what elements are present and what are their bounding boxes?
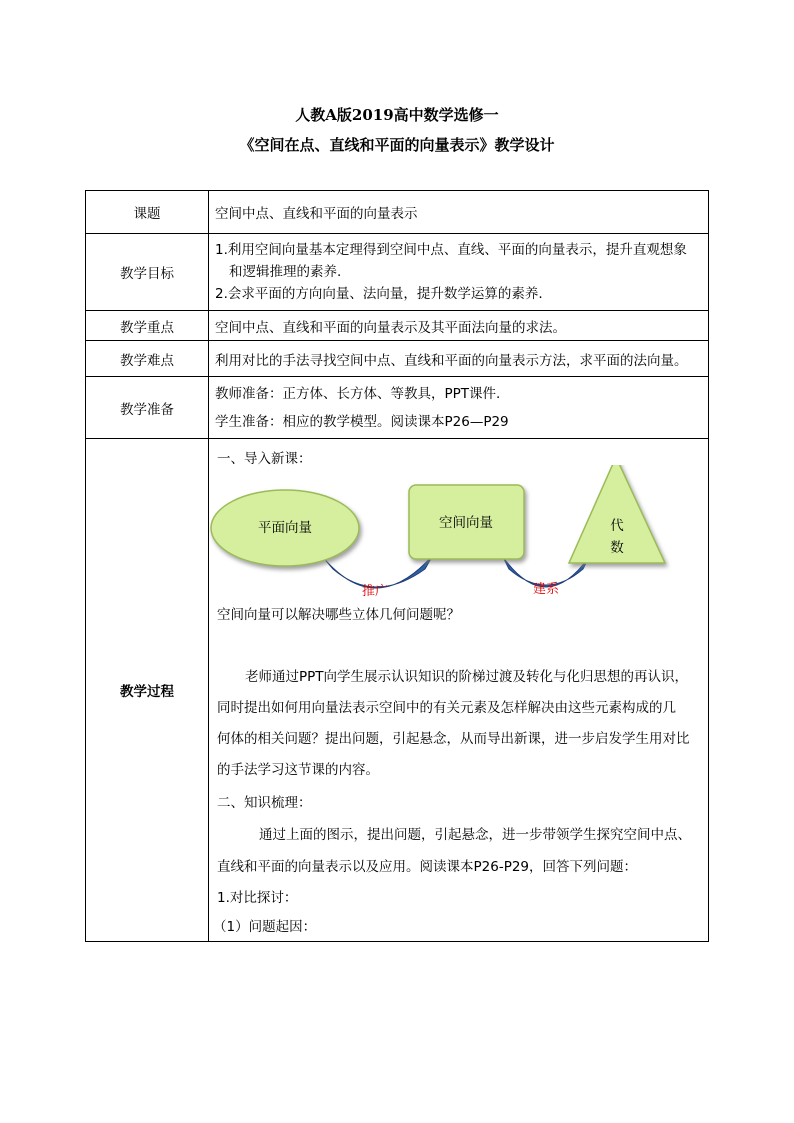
ellipse-label: 平面向量 (258, 520, 312, 536)
objective-2: 2.会求平面的方向向量、法向量，提升数学运算的素养. (215, 286, 543, 302)
value-process (209, 439, 709, 942)
item1-1: （1）问题起因： (213, 919, 317, 935)
value-preparation (209, 377, 709, 439)
triangle-label-1: 代 (610, 518, 624, 534)
row-topic (86, 191, 709, 234)
objective-1: 1.利用空间向量基本定理得到空间中点、直线、平面的向量表示，提升直观想象 (215, 242, 687, 258)
para1-line4: 的手法学习这节课的内容。 (217, 762, 379, 778)
value-key-points: 空间中点、直线和平面的向量表示及其平面法向量的求法。 (209, 311, 709, 341)
objective-1-cont: 和逻辑推理的素养. (229, 264, 342, 280)
row-preparation (86, 377, 709, 439)
para2-line1: 通过上面的图示，提出问题，引起悬念，进一步带领学生探究空间中点、 (259, 827, 691, 843)
label-preparation: 教学准备 (86, 377, 209, 439)
lesson-plan-table (85, 190, 709, 942)
question-text: 空间向量可以解决哪些立体几何问题呢？ (217, 607, 460, 623)
value-topic: 空间中点、直线和平面的向量表示 (209, 191, 709, 234)
para1-line1: 老师通过PPT向学生展示认识知识的阶梯过渡及转化与化归思想的再认识， (245, 669, 689, 685)
arrow2-label: 建系 (532, 582, 560, 597)
row-difficulties (86, 341, 709, 377)
para1-line3: 何体的相关问题？提出问题，引起悬念，从而导出新课，进一步启发学生用对比 (217, 731, 690, 747)
document-title-line1: 人教A版2019高中数学选修一 (295, 106, 499, 124)
label-process: 教学过程 (86, 439, 209, 942)
intro-heading: 一、导入新课： (217, 451, 312, 467)
value-objectives (209, 234, 709, 311)
triangle-label-2: 数 (610, 540, 624, 556)
arrow1-label: 推广 (361, 584, 389, 599)
concept-diagram (209, 465, 711, 605)
row-objectives (86, 234, 709, 311)
student-prep: 学生准备：相应的教学模型。阅读课本P26—P29 (215, 413, 509, 430)
section2-heading: 二、知识梳理： (217, 795, 312, 811)
row-process (86, 439, 709, 942)
item1: 1.对比探讨： (217, 890, 298, 906)
label-key-points: 教学重点 (86, 311, 209, 341)
row-key-points (86, 311, 709, 341)
label-difficulties: 教学难点 (86, 341, 209, 377)
rect-label: 空间向量 (439, 515, 493, 531)
document-title-line2: 《空间在点、直线和平面的向量表示》教学设计 (239, 136, 555, 154)
value-difficulties: 利用对比的手法寻找空间中点、直线和平面的向量表示方法，求平面的法向量。 (209, 341, 709, 377)
teacher-prep: 教师准备：正方体、长方体、等教具，PPT课件. (215, 385, 501, 402)
label-topic: 课题 (86, 191, 209, 234)
para1-line2: 同时提出如何用向量法表示空间中的有关元素及怎样解决由这些元素构成的几 (217, 700, 676, 716)
para2-line2: 直线和平面的向量表示以及应用。阅读课本P26-P29，回答下列问题： (217, 859, 638, 875)
label-objectives: 教学目标 (86, 234, 209, 311)
